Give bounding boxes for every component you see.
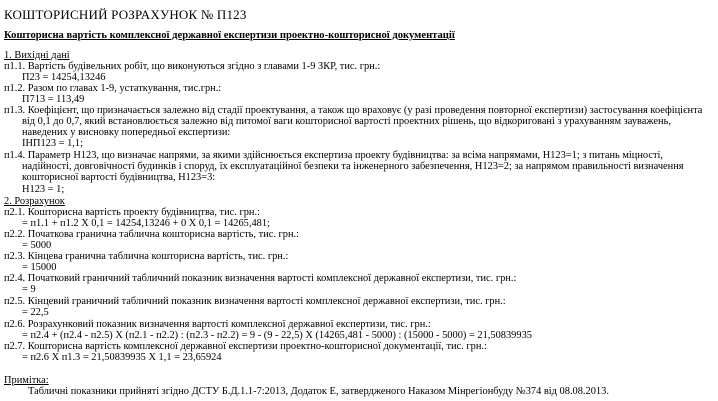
item-label-p1-4-line3: кошторисної вартості будівництва, Н123=3: (22, 172, 216, 183)
item-label-p2-1: п2.1. Кошторисна вартість проекту будівництва, тис. грн.: (4, 207, 260, 218)
item-label-p1-3-line1: п1.3. Коефіцієнт, що призначається залежно від стадії проектування, а також що враховує (у разі проведення повторної експертизи) застосування коефіцієнта (4, 105, 703, 116)
item-value-p2-2: = 5000 (22, 240, 52, 251)
item-value-p1-1: П23 = 14254,13246 (22, 72, 106, 83)
item-label-p1-4-line1: п1.4. Параметр Н123, що визначає напрями, за якими здійснюється експертиза проекту будівництва: за всіма напрямами, Н123=1; з питань міцності, (4, 150, 664, 161)
item-value-p1-2: П713 = 113,49 (22, 94, 85, 105)
item-value-p1-4: Н123 = 1; (22, 184, 65, 195)
item-label-p2-5: п2.5. Кінцевий граничний табличний показник визначення вартості комплексної державної експертизи, тис. грн.: (4, 296, 506, 307)
item-label-p1-4-line2: надійності, довговічності будинків і споруд, їх експлуатаційної безпеки та інженерного забезпечення, Н123=2; за напрямом правильності визначення (22, 161, 684, 172)
item-value-p2-4: = 9 (22, 284, 36, 295)
section-heading-calc: 2. Розрахунок (4, 196, 65, 207)
item-value-p1-3: ІНП123 = 1,1; (22, 138, 83, 149)
item-label-p1-3-line2: від 0,1 до 0,7, який встановлюється залежно від питомої ваги кошторисної вартості проектних рішень, що відкориговані з урахуванням зауважень, (22, 116, 671, 127)
item-value-p2-5: = 22,5 (22, 307, 49, 318)
item-label-p2-2: п2.2. Початкова гранична таблична кошторисна вартість, тис. грн.: (4, 229, 300, 240)
document-title: КОШТОРИСНИЙ РОЗРАХУНОК № П123 (4, 7, 247, 22)
item-label-p1-2: п1.2. Разом по главах 1-9, устаткування, тис.грн.: (4, 83, 222, 94)
item-value-p2-1: = п1.1 + п1.2 X 0,1 = 14254,13246 + 0 X 0,1 = 14265,481; (22, 218, 270, 229)
item-value-p2-3: = 15000 (22, 262, 57, 273)
item-label-p2-3: п2.3. Кінцева гранична таблична кошторисна вартість, тис. грн.: (4, 251, 289, 262)
item-label-p1-1: п1.1. Вартість будівельних робіт, що виконуються згідно з главами 1-9 ЗКР, тис. грн.: (4, 61, 381, 72)
note-heading: Примітка: (4, 375, 49, 386)
item-label-p2-6: п2.6. Розрахунковий показник визначення вартості комплексної державної експертизи, тис. грн.: (4, 319, 431, 330)
item-label-p2-7: п2.7. Кошторисна вартість комплексної державної експертизи проектно-кошторисної документації, тис. грн.: (4, 341, 487, 352)
item-value-p2-7: = п2.6 X п1.3 = 21,50839935 X 1,1 = 23,65924 (22, 352, 222, 363)
note-text: Табличні показники прийняті згідно ДСТУ Б.Д.1.1-7:2013, Додаток Е, затвердженого Наказом Мінрегіонбуду №374 від 08.08.2013. (28, 386, 609, 397)
item-label-p2-4: п2.4. Початковий граничний табличний показник визначення вартості комплексної державної експертизи, тис. грн.: (4, 273, 517, 284)
section-heading-input: 1. Вихідні дані (4, 50, 70, 61)
document-subtitle: Кошторисна вартість комплексної державної експертизи проектно-кошторисної документації (4, 30, 455, 41)
item-label-p1-3-line3: наведених у висновку попередньої експертизи: (22, 127, 231, 138)
item-value-p2-6: = п2.4 + (п2.4 - п2.5) X (п2.1 - п2.2) : (п2.3 - п2.2) = 9 - (9 - 22,5) X (14265,481 - 5000) : (15000 - 5000) = 21,50839935 (22, 330, 532, 341)
